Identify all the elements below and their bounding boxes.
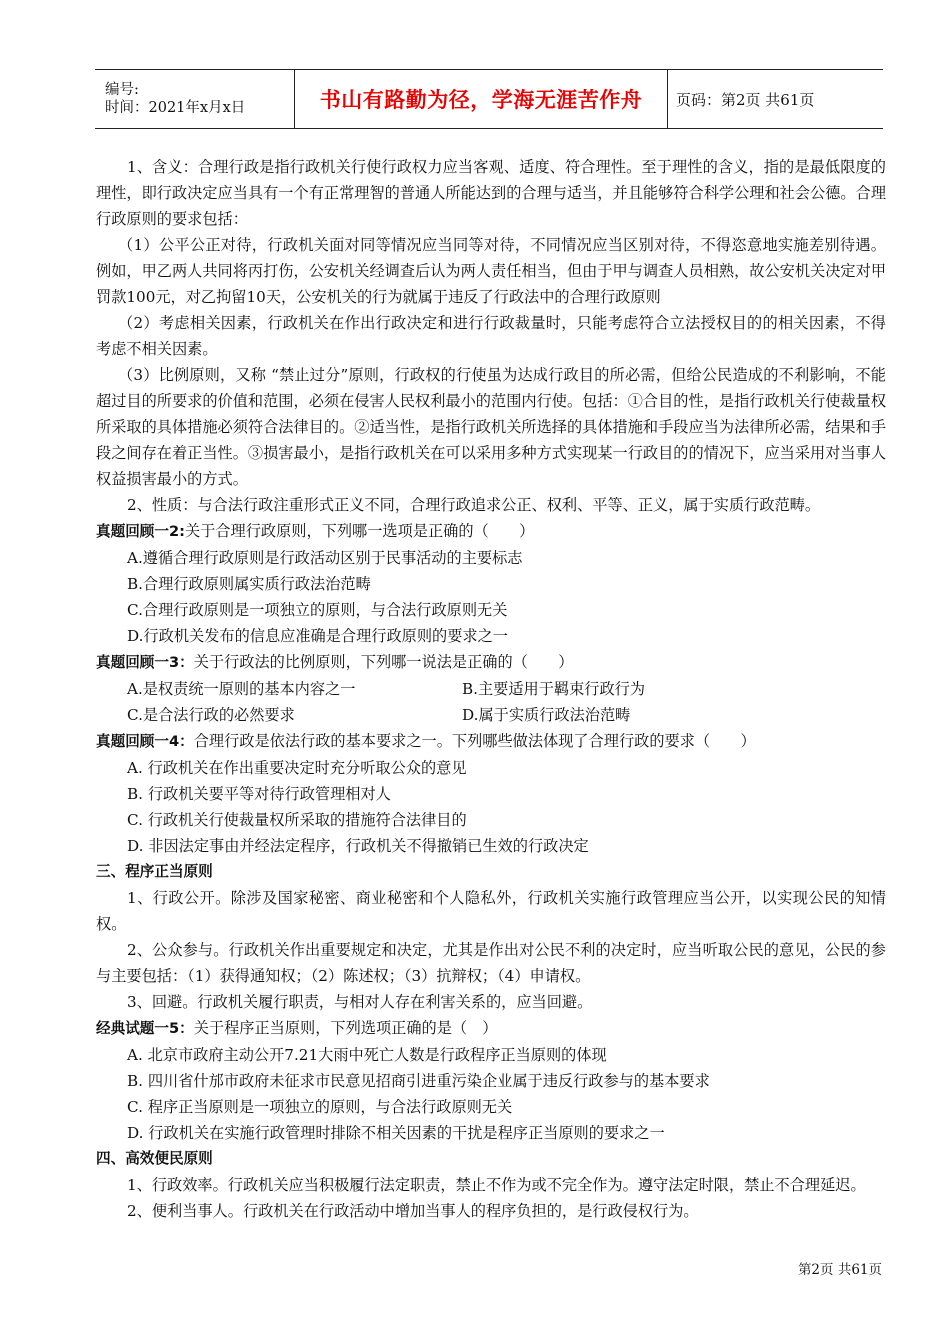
- question-3-option-a: A.是权责统一原则的基本内容之一: [127, 680, 356, 698]
- number-label: 编号:: [105, 82, 139, 98]
- paragraph-proportionality: （3）比例原则，又称 “禁止过分”原则，行政权的行使虽为达成行政目的所必需，但给公民造成的不利影响，不能超过目的所要求的价值和范围，必须在侵害人民权利最小的范围内行使。包括：①合目的性，是指行政机关行使裁量权所采取的具体措施必须符合法律目的。②适当性，是指行政机关所选择的具体措施和手段应当为法律所必需，结果和手段之间存在着正当性。③损害最小，是指行政机关在可以采用多种方式实现某一行政目的的情况下，应当采用对当事人权益损害最小的方式。: [96, 366, 886, 488]
- question-5-stem: 关于程序正当原则，下列选项正确的是（ ）: [193, 1019, 498, 1037]
- question-5: [96, 1015, 886, 1042]
- question-3-stem: 关于行政法的比例原则，下列哪一说法是正确的（ ）: [193, 653, 574, 671]
- time-label: 时间：2021年x月x日: [105, 100, 246, 116]
- header-motto: 书山有路勤为径，学海无涯苦作舟: [295, 70, 668, 128]
- question-3-option-d: D.属于实质行政法治范畴: [462, 706, 631, 724]
- question-4-option-c: C. 行政机关行使裁量权所采取的措施符合法律目的: [127, 811, 467, 829]
- question-3-title: 真题回顾一3：: [96, 654, 194, 671]
- question-4-option-a: A. 行政机关在作出重要决定时充分听取公众的意见: [127, 759, 467, 777]
- document-body: [96, 154, 886, 1224]
- section-4-paragraph-2: 2、便利当事人。行政机关在行政活动中增加当事人的程序负担的，是行政侵权行为。: [127, 1202, 699, 1220]
- question-5-option-a: A. 北京市政府主动公开7.21大雨中死亡人数是行政程序正当原则的体现: [127, 1046, 607, 1064]
- question-2-option-a: A.遵循合理行政原则是行政活动区别于民事活动的主要标志: [127, 549, 523, 567]
- question-5-option-b: B. 四川省什邡市政府未征求市民意见招商引进重污染企业属于违反行政参与的基本要求: [127, 1072, 710, 1090]
- question-3: [96, 649, 886, 676]
- question-2: [96, 518, 886, 545]
- question-4-title: 真题回顾一4：: [96, 733, 194, 750]
- paragraph-nature: 2、性质：与合法行政注重形式正义不同，合理行政追求公正、权利、平等、正义，属于实质行政范畴。: [127, 496, 821, 514]
- paragraph-definition: 1、含义：合理行政是指行政机关行使行政权力应当客观、适度、符合理性。至于理性的含义，指的是最低限度的理性，即行政决定应当具有一个有正常理智的普通人所能达到的合理与适当，并且能够符合科学公理和社会公德。合理行政原则的要求包括：: [96, 158, 886, 228]
- question-2-option-b: B.合理行政原则属实质行政法治范畴: [127, 575, 371, 593]
- page-footer: 第2页 共61页: [797, 1262, 882, 1278]
- question-5-option-c: C. 程序正当原则是一项独立的原则，与合法行政原则无关: [127, 1098, 513, 1116]
- question-4-option-b: B. 行政机关要平等对待行政管理相对人: [127, 785, 391, 803]
- question-2-option-c: C.合理行政原则是一项独立的原则，与合法行政原则无关: [127, 601, 508, 619]
- header-meta: [95, 70, 295, 128]
- section-3-heading: 三、程序正当原则: [96, 863, 213, 880]
- paragraph-relevant-factors: （2）考虑相关因素，行政机关在作出行政决定和进行行政裁量时，只能考虑符合立法授权目的的相关因素，不得考虑不相关因素。: [96, 314, 886, 358]
- section-3-paragraph-2: 2、公众参与。行政机关作出重要规定和决定，尤其是作出对公民不利的决定时，应当听取公民的意见，公民的参与主要包括：（1）获得通知权；（2）陈述权；（3）抗辩权；（4）申请权。: [96, 941, 886, 985]
- question-4-option-d: D. 非因法定事由并经法定程序，行政机关不得撤销已生效的行政决定: [127, 837, 589, 855]
- section-3-paragraph-1: 1、行政公开。除涉及国家秘密、商业秘密和个人隐私外，行政机关实施行政管理应当公开，以实现公民的知情权。: [96, 889, 886, 933]
- question-5-title: 经典试题一5：: [96, 1020, 194, 1037]
- question-4-stem: 合理行政是依法行政的基本要求之一。下列哪些做法体现了合理行政的要求（ ）: [193, 732, 756, 750]
- header-page-label: 页码：第2页 共61页: [676, 90, 815, 109]
- question-3-option-b: B.主要适用于羁束行政行为: [462, 680, 646, 698]
- question-2-title: 真题回顾一2:: [96, 523, 185, 540]
- question-2-option-d: D.行政机关发布的信息应准确是合理行政原则的要求之一: [127, 627, 508, 645]
- question-5-option-d: D. 行政机关在实施行政管理时排除不相关因素的干扰是程序正当原则的要求之一: [127, 1124, 665, 1142]
- section-4-paragraph-1: 1、行政效率。行政机关应当积极履行法定职责，禁止不作为或不完全作为。遵守法定时限，禁止不合理延迟。: [127, 1176, 866, 1194]
- section-3-paragraph-3: 3、回避。行政机关履行职责，与相对人存在利害关系的，应当回避。: [127, 993, 593, 1011]
- section-4-heading: 四、高效便民原则: [96, 1150, 213, 1167]
- question-2-stem: 关于合理行政原则，下列哪一选项是正确的（ ）: [184, 522, 535, 540]
- question-3-options-row-2: [96, 702, 886, 728]
- paragraph-fair-treatment: （1）公平公正对待，行政机关面对同等情况应当同等对待，不同情况应当区别对待，不得恣意地实施差别待遇。例如，甲乙两人共同将丙打伤，公安机关经调查后认为两人责任相当，但由于甲与调查人员相熟，故公安机关决定对甲罚款100元，对乙拘留10天，公安机关的行为就属于违反了行政法中的合理行政原则: [96, 236, 886, 306]
- question-3-options-row-1: [96, 676, 886, 702]
- question-4: [96, 728, 886, 755]
- question-3-option-c: C.是合法行政的必然要求: [127, 706, 295, 724]
- page-header: [95, 69, 883, 129]
